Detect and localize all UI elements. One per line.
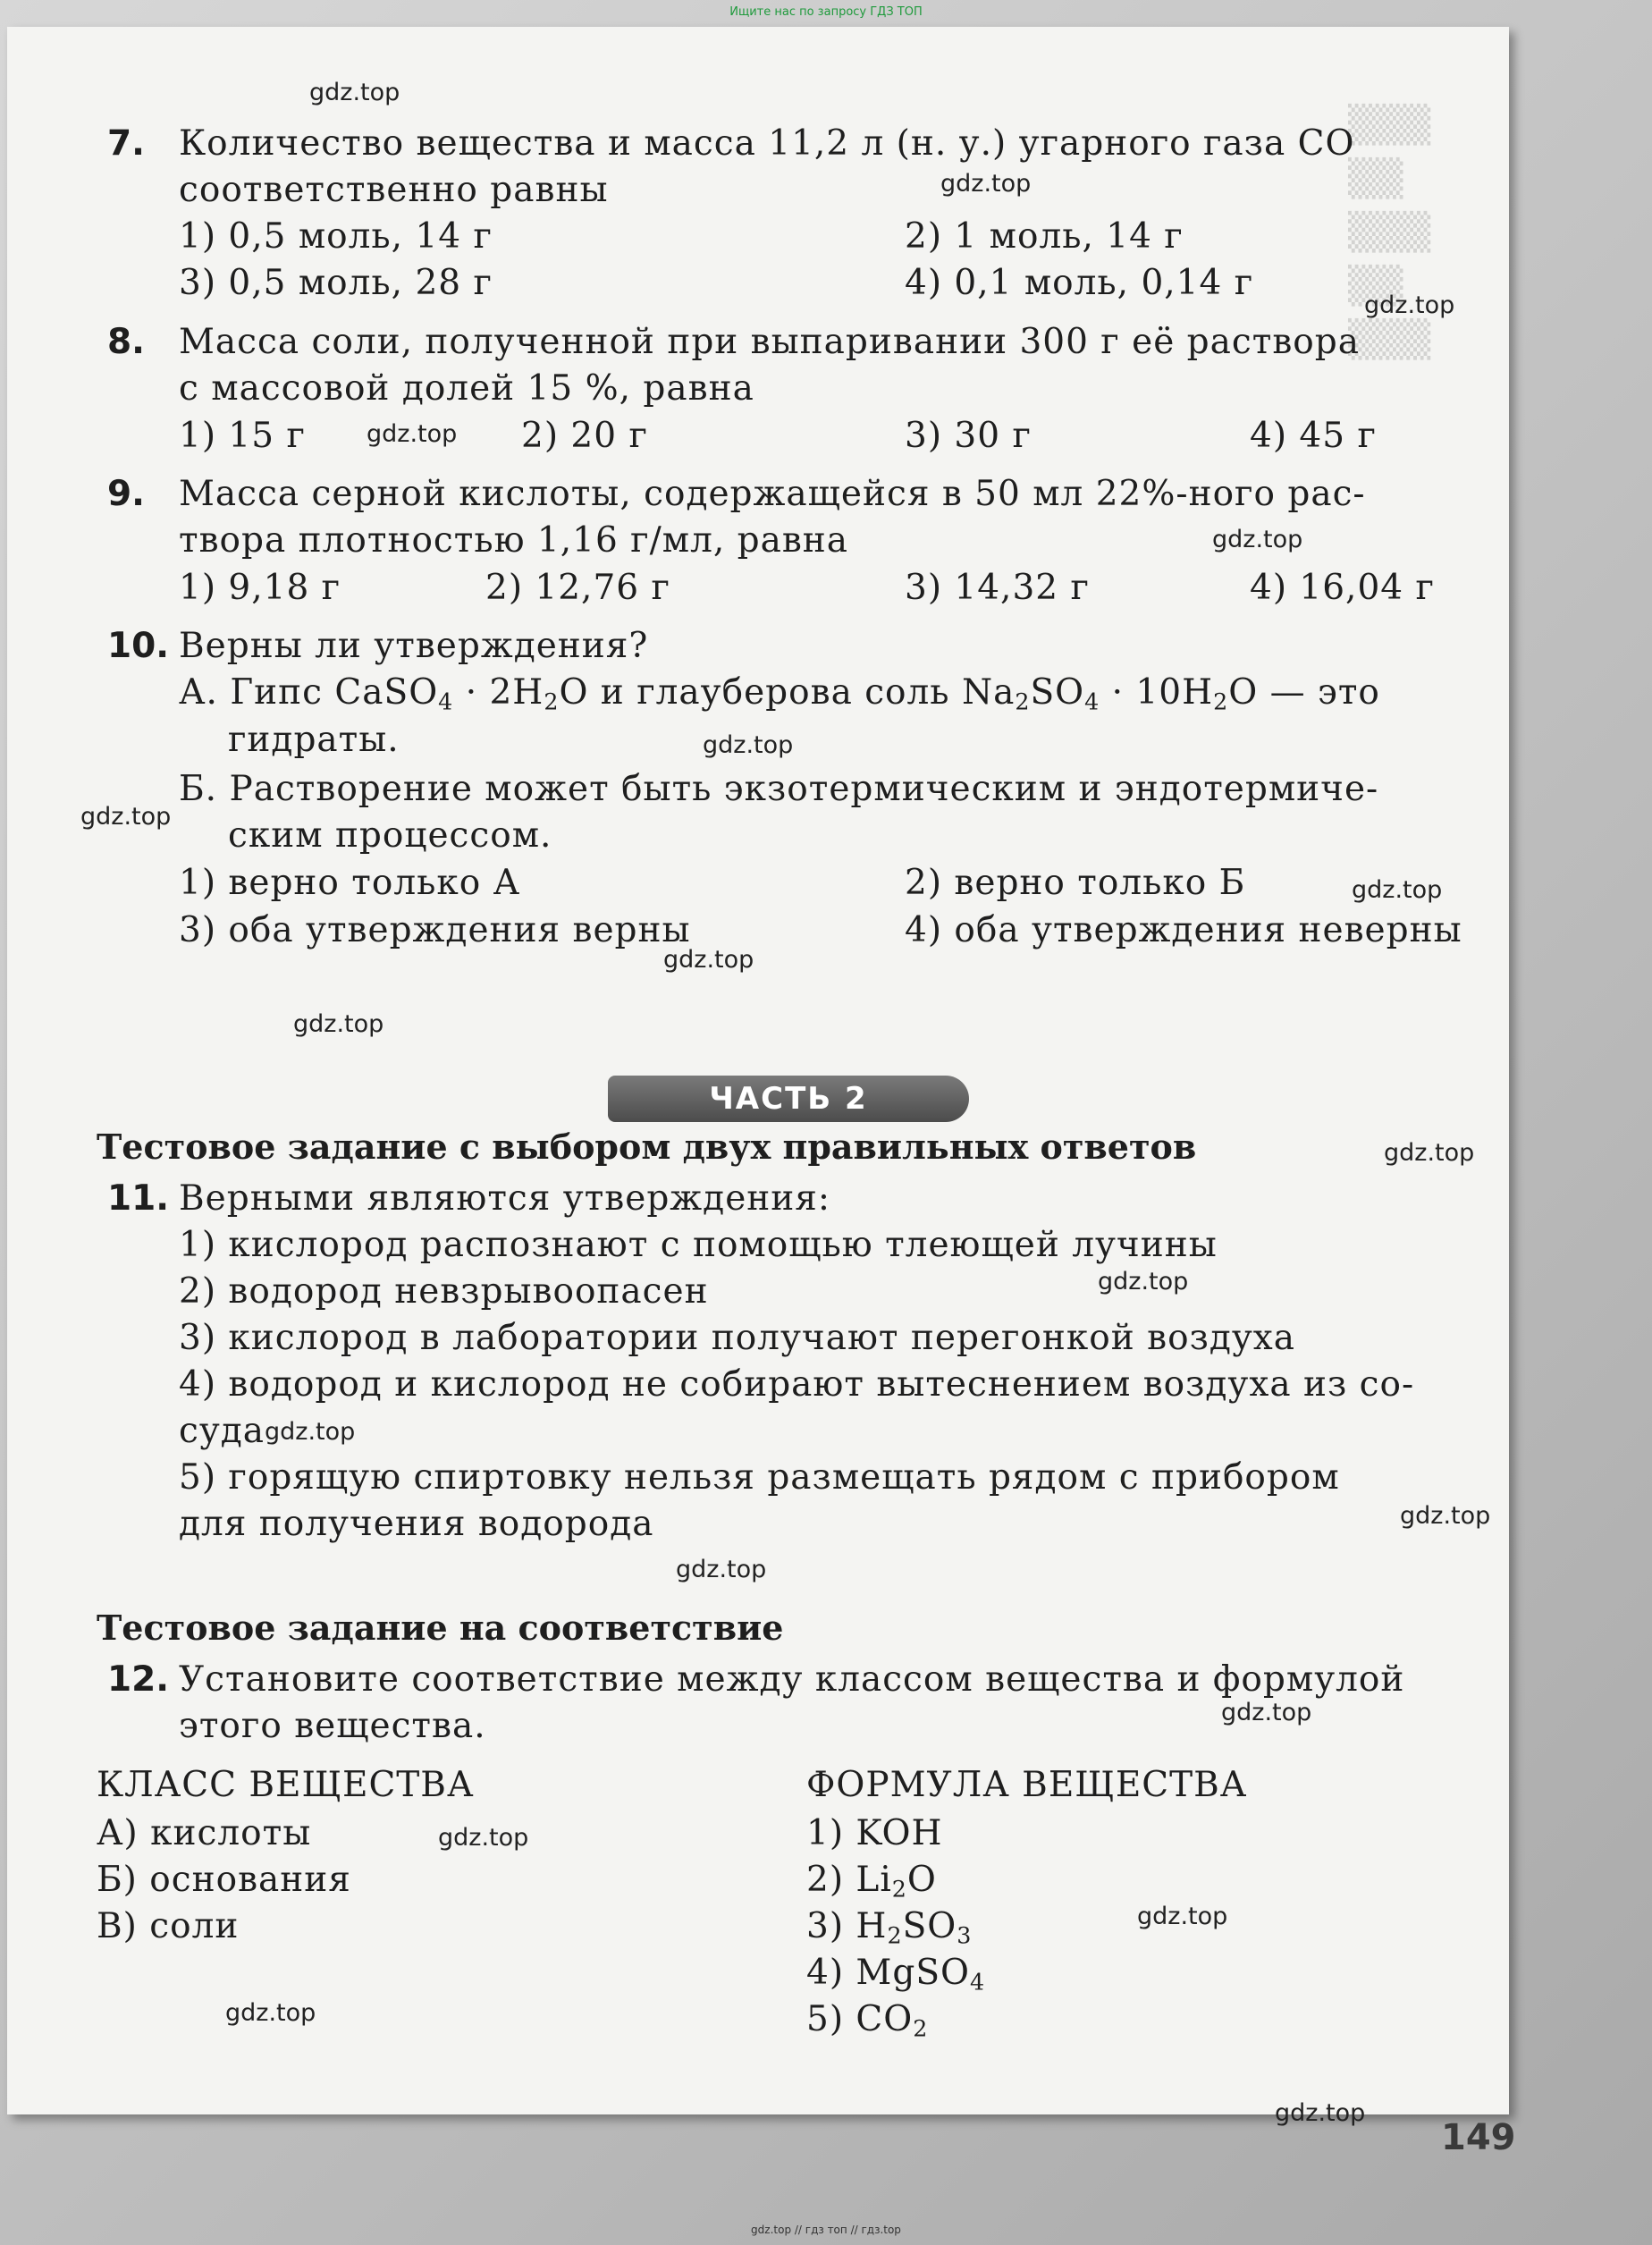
q7-text-line1: Количество вещества и масса 11,2 л (н. у.) угарного газа CO: [179, 123, 1355, 164]
bottom-banner[interactable]: gdz.top // гдз топ // гдз.top: [751, 2224, 901, 2236]
bleed-through-texture: ▒▒▒ ▒▒ ▒▒▒ ▒▒ ▒▒▒: [1348, 105, 1431, 360]
q12-text-line1: Установите соответствие между классом вещества и формулой: [179, 1659, 1405, 1700]
watermark: gdz.top: [1400, 1502, 1491, 1530]
watermark: gdz.top: [703, 731, 794, 759]
q10-statement-b-line2: ским процессом.: [228, 815, 552, 856]
q10-statement-a-line2: гидраты.: [228, 720, 400, 760]
q7-option-1: 1) 0,5 моль, 14 г: [179, 216, 493, 257]
q9-option-1: 1) 9,18 г: [179, 568, 341, 608]
top-banner[interactable]: Ищите нас по запросу ГДЗ ТОП: [729, 5, 923, 19]
q7-number: 7.: [107, 123, 145, 164]
q10-statement-b-line1: Б. Растворение может быть экзотермическим и эндотермиче-: [179, 769, 1379, 809]
watermark: gdz.top: [367, 420, 458, 448]
watermark: gdz.top: [1221, 1699, 1312, 1726]
q12-number: 12.: [107, 1659, 170, 1700]
watermark: gdz.top: [1098, 1268, 1189, 1296]
q9-text-line1: Масса серной кислоты, содержащейся в 50 мл 22%-ного рас-: [179, 474, 1366, 514]
watermark: gdz.top: [265, 1418, 356, 1446]
q12-formula-1: 1) KOH: [806, 1813, 943, 1853]
watermark: gdz.top: [309, 79, 400, 106]
q9-text-line2: твора плотностью 1,16 г/мл, равна: [179, 520, 849, 561]
q11-number: 11.: [107, 1178, 170, 1219]
q10-option-4: 4) оба утверждения неверны: [905, 910, 1462, 950]
q7-option-2: 2) 1 моль, 14 г: [905, 216, 1184, 257]
q10-option-1: 1) верно только А: [179, 863, 521, 903]
q8-option-1: 1) 15 г: [179, 416, 306, 456]
q11-item-4-line1: 4) водород и кислород не собирают вытеснением воздуха из со-: [179, 1364, 1415, 1405]
section-two-answers-title: Тестовое задание с выбором двух правильных ответов: [97, 1127, 1197, 1167]
q7-option-4: 4) 0,1 моль, 0,14 г: [905, 263, 1254, 303]
watermark: gdz.top: [438, 1824, 529, 1852]
q12-formula-3: 3) $H_2SO_3$: [806, 1906, 973, 1949]
q10-number: 10.: [107, 626, 170, 666]
q11-item-1: 1) кислород распознают с помощью тлеющей лучины: [179, 1225, 1218, 1265]
q11-title: Верными являются утверждения:: [179, 1178, 831, 1219]
q7-text-line2: соответственно равны: [179, 170, 609, 210]
q10-title: Верны ли утверждения?: [179, 626, 649, 666]
q8-option-4: 4) 45 г: [1250, 416, 1377, 456]
watermark: gdz.top: [663, 946, 754, 974]
q10-option-3: 3) оба утверждения верны: [179, 910, 691, 950]
watermark: gdz.top: [1212, 526, 1303, 553]
q11-item-4-line2: суда: [179, 1411, 266, 1451]
q8-text-line1: Масса соли, полученной при выпаривании 300 г её раствора: [179, 322, 1360, 362]
q10-option-2: 2) верно только Б: [905, 863, 1246, 903]
q11-item-5-line1: 5) горящую спиртовку нельзя размещать рядом с прибором: [179, 1457, 1340, 1498]
q12-formula-5: 5) $CO_2$: [806, 1999, 929, 2042]
q12-text-line2: этого вещества.: [179, 1706, 486, 1746]
q10-statement-a-line1: А. Гипс CaSO$_4$ · $2H_2O$ и глауберова соль $Na_2SO_4 \cdot 10H_2O$ — это: [179, 672, 1380, 715]
watermark: gdz.top: [1137, 1903, 1228, 1930]
q9-option-2: 2) 12,76 г: [485, 568, 670, 608]
q8-option-2: 2) 20 г: [521, 416, 648, 456]
q11-item-5-line2: для получения водорода: [179, 1504, 654, 1544]
q11-item-3: 3) кислород в лаборатории получают перегонкой воздуха: [179, 1318, 1296, 1358]
q12-right-header: ФОРМУЛА ВЕЩЕСТВА: [806, 1765, 1248, 1805]
part-2-label: ЧАСТЬ 2: [608, 1076, 969, 1122]
q12-class-a: А) кислоты: [97, 1813, 312, 1853]
q8-number: 8.: [107, 322, 145, 362]
watermark: gdz.top: [1384, 1139, 1475, 1167]
watermark: gdz.top: [1352, 876, 1443, 904]
q9-number: 9.: [107, 474, 145, 514]
textbook-page: [7, 27, 1509, 2114]
q11-item-2: 2) водород невзрывоопасен: [179, 1271, 709, 1312]
watermark: gdz.top: [1275, 2099, 1366, 2127]
q7-option-3: 3) 0,5 моль, 28 г: [179, 263, 493, 303]
q8-text-line2: с массовой долей 15 %, равна: [179, 368, 754, 409]
watermark: gdz.top: [676, 1556, 767, 1583]
watermark: gdz.top: [293, 1010, 384, 1038]
watermark: gdz.top: [80, 803, 172, 831]
q9-option-3: 3) 14,32 г: [905, 568, 1090, 608]
page-number: 149: [1441, 2117, 1516, 2158]
watermark: gdz.top: [1364, 291, 1455, 319]
q12-class-b: Б) основания: [97, 1860, 351, 1900]
watermark: gdz.top: [940, 170, 1032, 198]
q12-formula-2: 2) $Li_2O$: [806, 1860, 937, 1903]
q12-left-header: КЛАСС ВЕЩЕСТВА: [97, 1765, 475, 1805]
q8-option-3: 3) 30 г: [905, 416, 1032, 456]
q9-option-4: 4) 16,04 г: [1250, 568, 1435, 608]
q12-formula-4: 4) MgSO$_4$: [806, 1953, 986, 1996]
watermark: gdz.top: [225, 1999, 316, 2027]
q12-class-c: В) соли: [97, 1906, 240, 1946]
section-matching-title: Тестовое задание на соответствие: [97, 1608, 784, 1648]
